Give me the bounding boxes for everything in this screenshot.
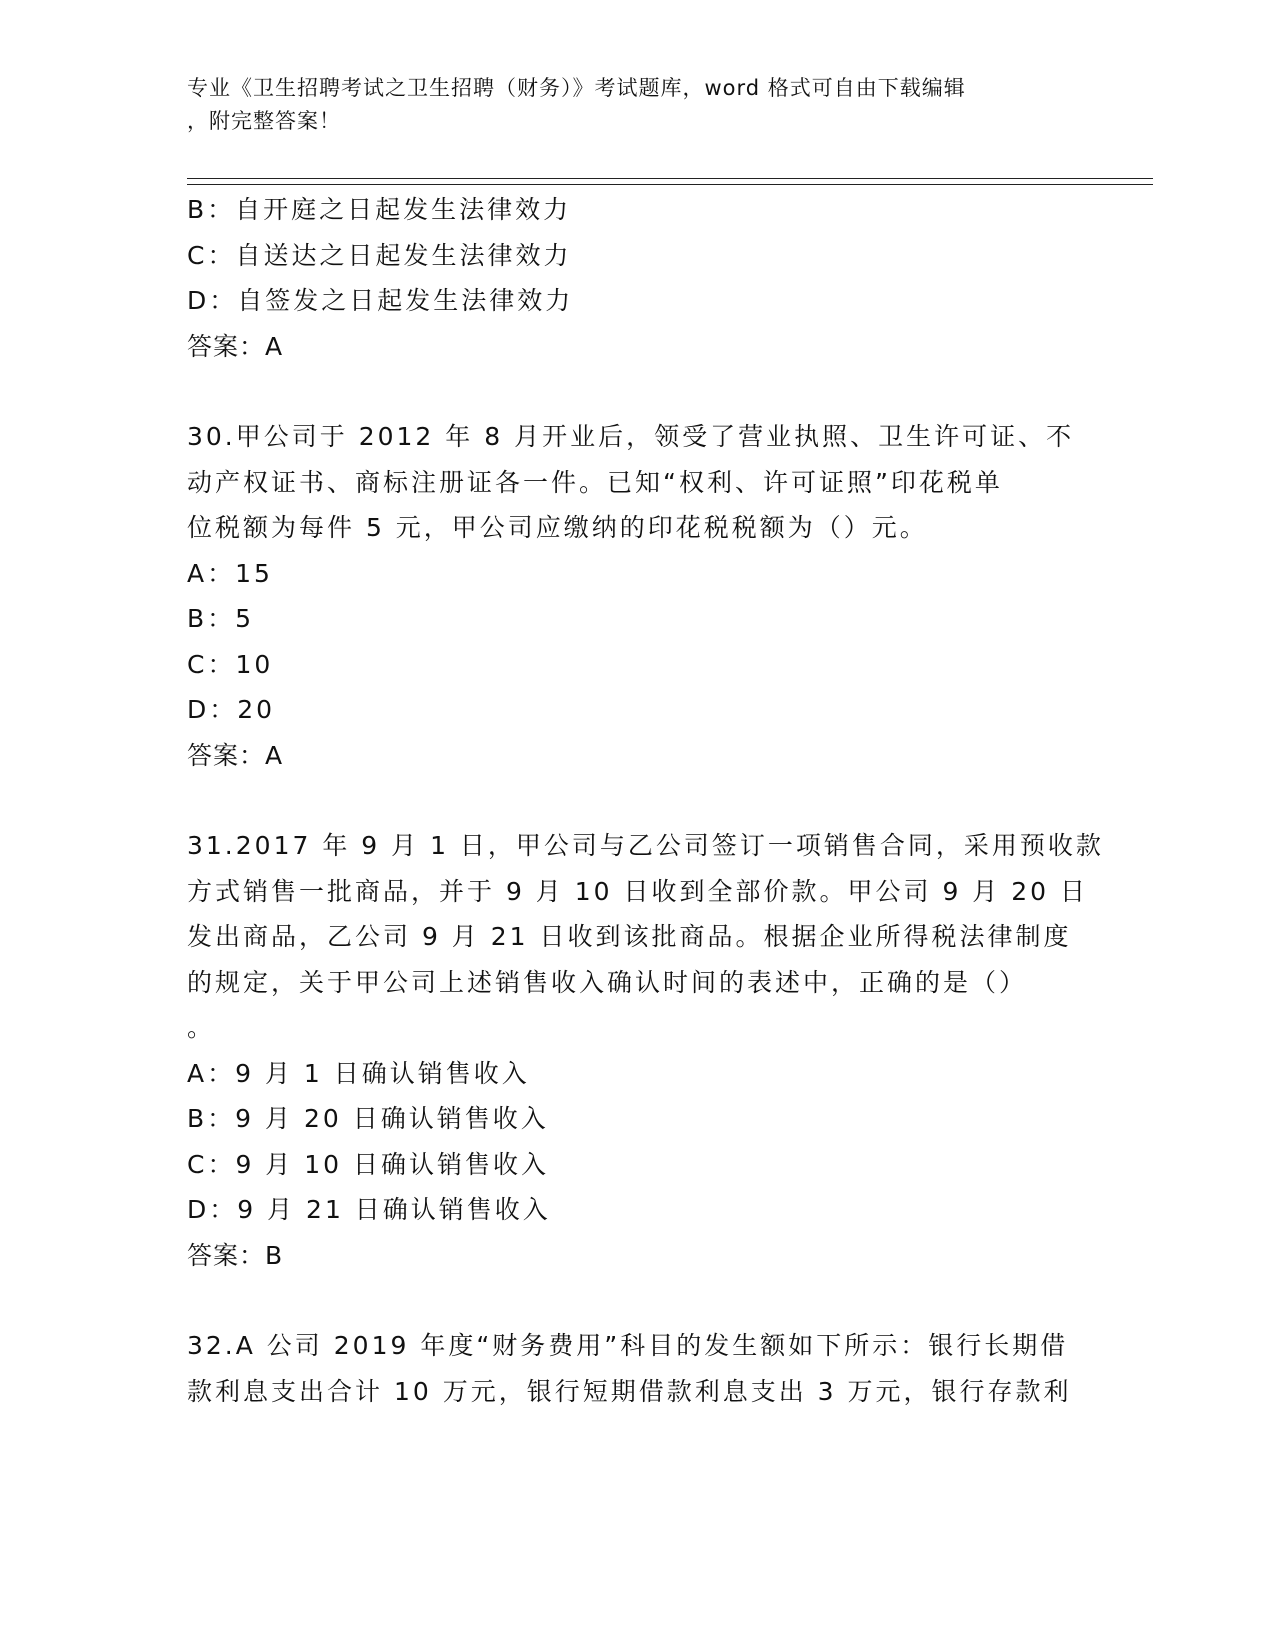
option-c: C：10 <box>187 649 274 679</box>
question-stem-line: 31.2017 年 9 月 1 日，甲公司与乙公司签订一项销售合同，采用预收款 <box>187 831 1104 860</box>
question-stem-line: 方式销售一批商品，并于 9 月 10 日收到全部价款。甲公司 9 月 20 日 <box>187 876 1089 906</box>
question-stem-line: 。 <box>187 1013 216 1042</box>
spacer <box>187 1278 1087 1323</box>
question-stem-line: 发出商品，乙公司 9 月 21 日收到该批商品。根据企业所得税法律制度 <box>187 922 1072 951</box>
question-stem-line: 位税额为每件 5 元，甲公司应缴纳的印花税税额为（）元。 <box>187 513 928 542</box>
question-list <box>187 187 1104 1414</box>
header-divider-top <box>187 178 1153 179</box>
question-stem-line: 32.A 公司 2019 年度“财务费用”科目的发生额如下所示：银行长期借 <box>187 1331 1069 1360</box>
spacer <box>187 369 1087 414</box>
header-line-1: 专业《卫生招聘考试之卫生招聘（财务）》考试题库，word 格式可自由下载编辑 <box>187 76 966 100</box>
option-d: D：9 月 21 日确认销售收入 <box>187 1195 551 1224</box>
answer-label: 答案：A <box>187 740 284 770</box>
option-d: D：20 <box>187 695 276 724</box>
question-29-tail <box>187 187 1087 369</box>
answer-label: 答案：A <box>187 331 284 361</box>
document-header <box>187 72 1067 138</box>
answer-label: 答案：B <box>187 1240 284 1270</box>
option-b: B：自开庭之日起发生法律效力 <box>187 195 572 224</box>
question-stem-line: 的规定，关于甲公司上述销售收入确认时间的表述中，正确的是（） <box>187 967 1028 997</box>
option-c: C：自送达之日起发生法律效力 <box>187 240 572 270</box>
option-a: A：9 月 1 日确认销售收入 <box>187 1058 530 1088</box>
question-32 <box>187 1323 1087 1414</box>
question-30 <box>187 414 1087 778</box>
question-31 <box>187 823 1104 1278</box>
question-stem-line: 动产权证书、商标注册证各一件。已知“权利、许可证照”印花税单 <box>187 467 1003 497</box>
option-b: B：9 月 20 日确认销售收入 <box>187 1104 549 1133</box>
spacer <box>187 778 1087 823</box>
header-divider-bottom <box>187 184 1153 185</box>
question-stem-line: 30.甲公司于 2012 年 8 月开业后，领受了营业执照、卫生许可证、不 <box>187 422 1075 451</box>
option-a: A：15 <box>187 558 273 588</box>
header-line-2: ，附完整答案！ <box>187 109 341 133</box>
option-b: B：5 <box>187 604 255 633</box>
option-d: D：自签发之日起发生法律效力 <box>187 286 574 315</box>
question-stem-line: 款利息支出合计 10 万元，银行短期借款利息支出 3 万元，银行存款利 <box>187 1376 1072 1406</box>
option-c: C：9 月 10 日确认销售收入 <box>187 1149 550 1179</box>
